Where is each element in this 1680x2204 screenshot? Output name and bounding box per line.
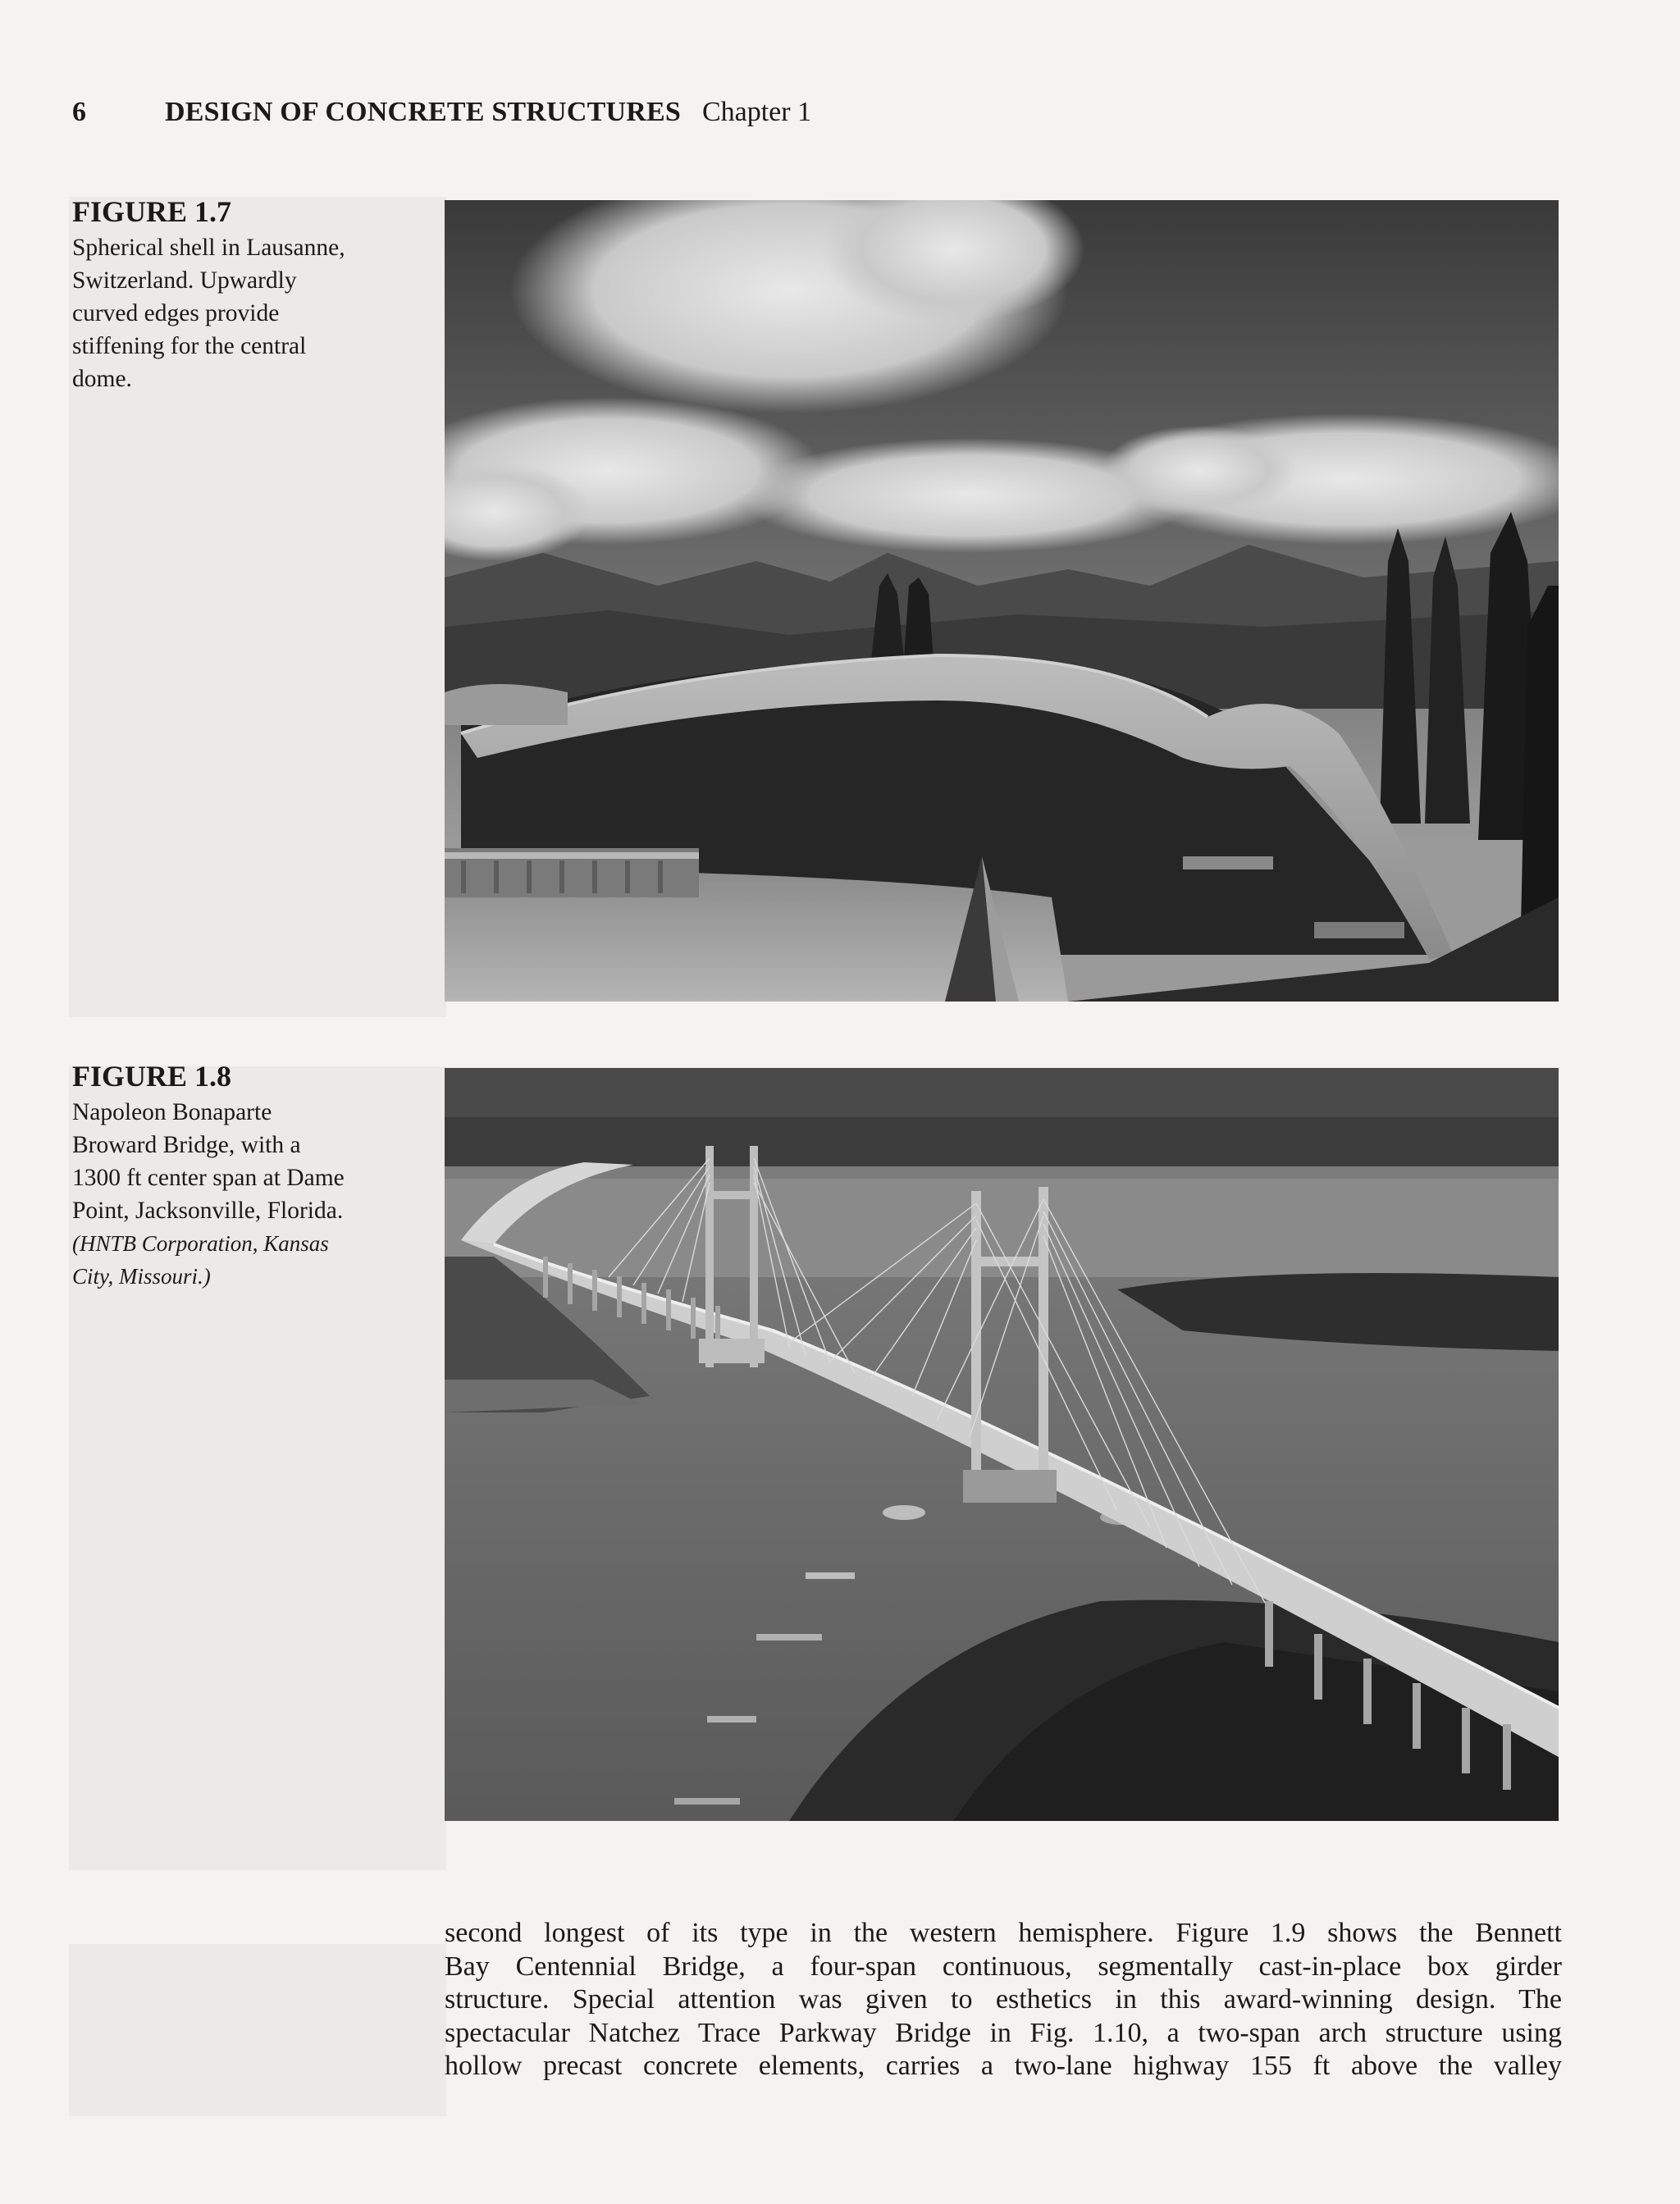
running-head	[72, 97, 811, 128]
caption-line: Switzerland. Upwardly	[72, 267, 297, 294]
figure-1-8-caption	[72, 1058, 400, 1293]
caption-line: 1300 ft center span at Dame	[72, 1165, 345, 1191]
caption-line: Point, Jacksonville, Florida.	[72, 1198, 344, 1224]
page-number: 6	[72, 97, 86, 127]
photo-credit: City, Missouri.)	[72, 1264, 211, 1289]
figure-1-7-caption	[72, 194, 400, 395]
body-line: Bay Centennial Bridge, a four-span continuous, segmentally cast-in-place box girder	[445, 1951, 1562, 1982]
body-line: spectacular Natchez Trace Parkway Bridge in Fig. 1.10, a two-span arch structure using	[445, 2017, 1562, 2048]
caption-line: curved edges provide	[72, 300, 280, 326]
body-line: hollow precast concrete elements, carries a two-lane highway 155 ft above the valley	[445, 2051, 1562, 2081]
chapter-label: Chapter 1	[701, 97, 812, 127]
body-line: structure. Special attention was given to esthetics in this award-winning design. The	[445, 1984, 1562, 2015]
caption-line: Napoleon Bonaparte	[72, 1099, 272, 1125]
page-bleed-through	[69, 1944, 446, 2116]
concrete-shell-photo	[445, 200, 1559, 1002]
book-title: DESIGN OF CONCRETE STRUCTURES	[165, 97, 681, 127]
caption-line: dome.	[72, 366, 132, 392]
body-paragraph	[445, 1917, 1562, 2083]
cable-stayed-bridge-photo	[445, 1068, 1559, 1821]
photo-credit: (HNTB Corporation, Kansas	[72, 1231, 329, 1256]
caption-line: Broward Bridge, with a	[72, 1132, 301, 1158]
body-line: second longest of its type in the western hemisphere. Figure 1.9 shows the Bennett	[445, 1918, 1562, 1948]
caption-line: stiffening for the central	[72, 333, 307, 359]
caption-line: Spherical shell in Lausanne,	[72, 235, 345, 261]
figure-label: FIGURE 1.8	[72, 1060, 232, 1093]
figure-label: FIGURE 1.7	[72, 195, 232, 228]
